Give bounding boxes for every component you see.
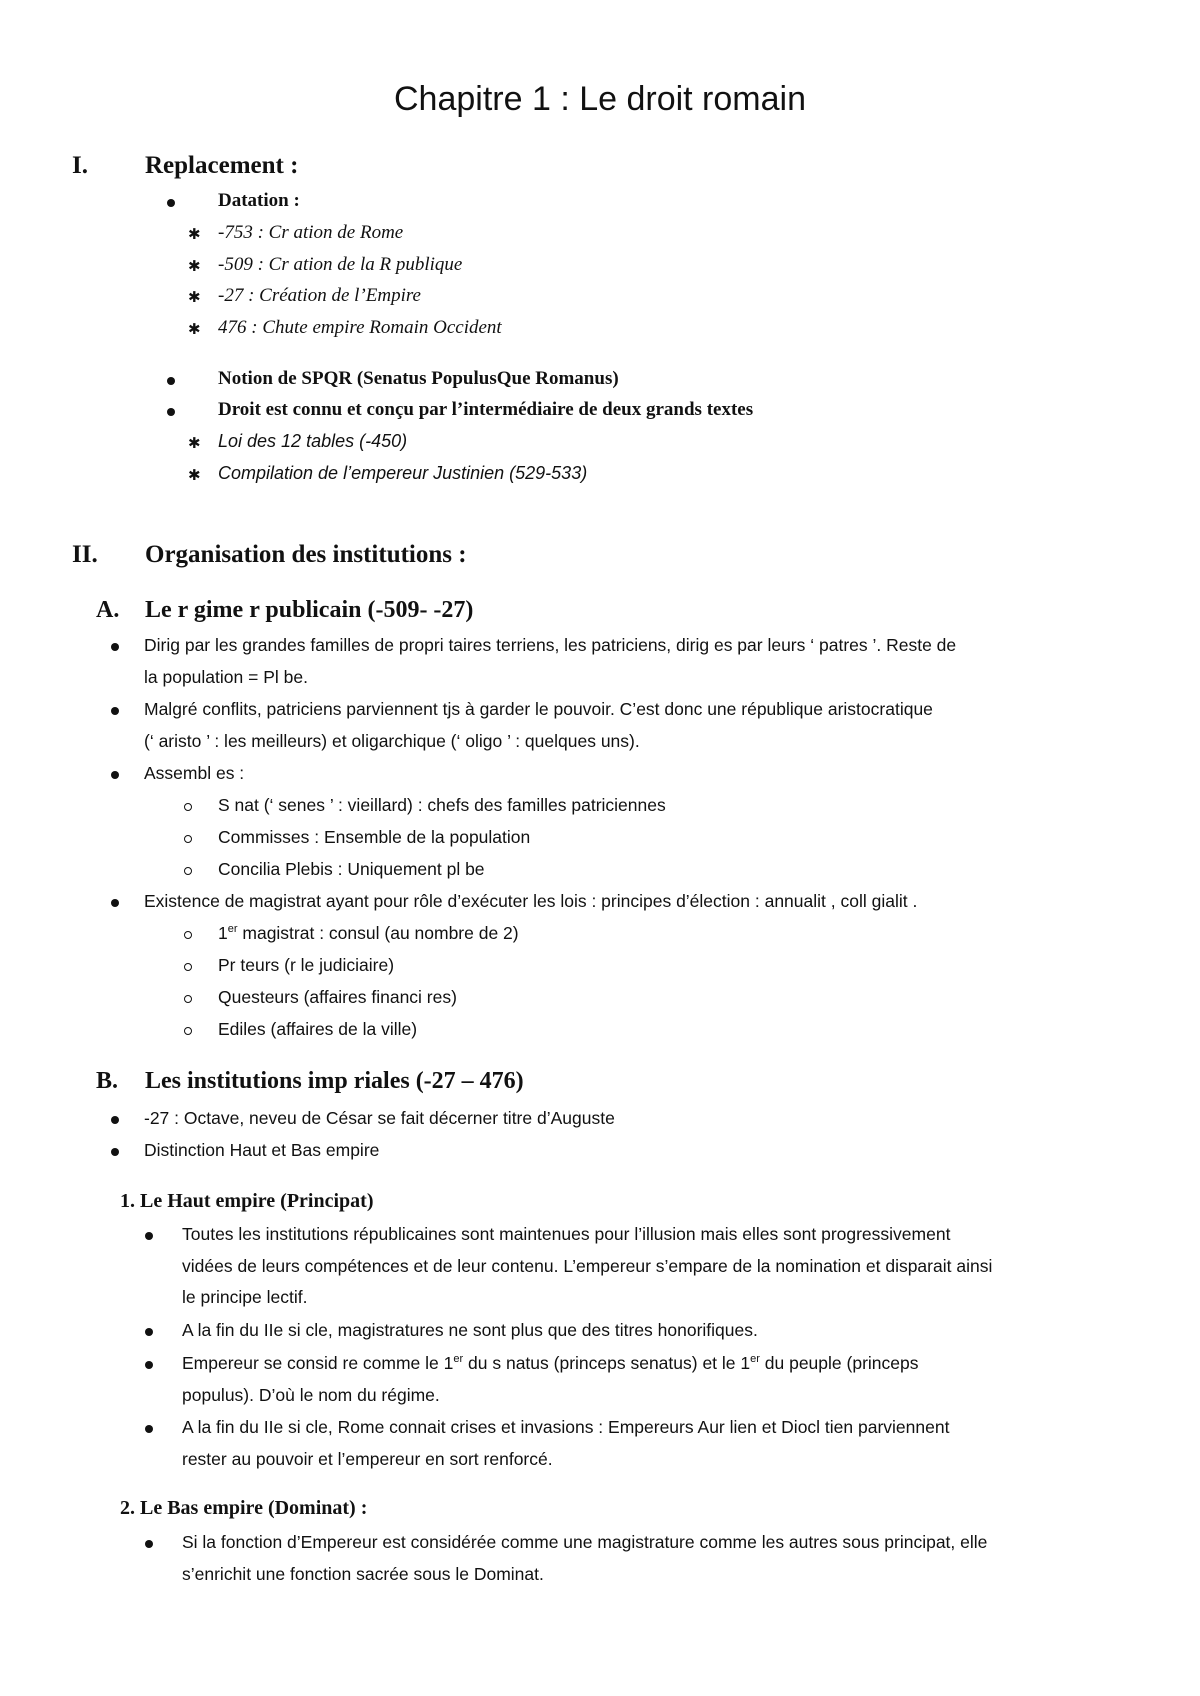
paragraph-line: A la fin du IIe si cle, magistratures ne sont plus que des titres honorifiques. (182, 1320, 758, 1340)
paragraph-line: vidées de leurs compétences et de leur contenu. L’empereur s’empare de la nomination et disparait ainsi (182, 1256, 993, 1276)
circle-bullet-icon (184, 995, 192, 1003)
paragraph-line: populus). D’où le nom du régime. (182, 1385, 440, 1405)
paragraph-line: (‘ aristo ’ : les meilleurs) et oligarchique (‘ oligo ’ : quelques uns). (144, 731, 640, 751)
paragraph-line: la population = Pl be. (144, 667, 308, 687)
bas-empire-heading: 2. Le Bas empire (Dominat) : (120, 1497, 368, 1519)
bullet-icon (145, 1361, 153, 1369)
bullet-icon (145, 1425, 153, 1433)
asterisk-bullet-icon: ✱ (188, 466, 201, 484)
asterisk-bullet-icon: ✱ (188, 320, 201, 338)
bullet-icon (111, 899, 119, 907)
assemblees-label: Assembl es : (144, 763, 245, 783)
section-2-heading: Organisation des institutions : (145, 541, 467, 568)
circle-bullet-icon (184, 867, 192, 875)
asterisk-bullet-icon: ✱ (188, 257, 201, 275)
page-title: Chapitre 1 : Le droit romain (394, 80, 806, 118)
subsection-a-letter: A. (96, 597, 120, 623)
circle-bullet-icon (184, 1027, 192, 1035)
bullet-icon (145, 1540, 153, 1548)
paragraph-line: rester au pouvoir et l’empereur en sort renforcé. (182, 1449, 553, 1469)
assemblee-item: Concilia Plebis : Uniquement pl be (218, 859, 485, 879)
texte-item: Loi des 12 tables (-450) (218, 431, 408, 451)
bullet-icon (167, 408, 175, 416)
bullet-icon (145, 1328, 153, 1336)
circle-bullet-icon (184, 803, 192, 811)
bullet-icon (167, 377, 175, 385)
bullet-icon (111, 707, 119, 715)
subsection-a-heading: Le r gime r publicain (-509- -27) (145, 597, 474, 623)
date-item: -509 : Cr ation de la R publique (218, 254, 463, 275)
bullet-icon (111, 1116, 119, 1124)
magistrat-item: Pr teurs (r le judiciaire) (218, 955, 395, 975)
textes-label: Droit est connu et conçu par l’intermédiaire de deux grands textes (218, 399, 754, 420)
section-1-heading: Replacement : (145, 152, 299, 179)
haut-empire-heading: 1. Le Haut empire (Principat) (120, 1190, 374, 1212)
magistrat-item: Questeurs (affaires financi res) (218, 987, 457, 1007)
circle-bullet-icon (184, 963, 192, 971)
datation-label: Datation : (218, 190, 300, 211)
paragraph-line: A la fin du IIe si cle, Rome connait crises et invasions : Empereurs Aur lien et Diocl tien parviennent (182, 1417, 950, 1437)
date-item: -753 : Cr ation de Rome (218, 222, 404, 243)
asterisk-bullet-icon: ✱ (188, 434, 201, 452)
list-item: Distinction Haut et Bas empire (144, 1140, 380, 1160)
paragraph-line: Dirig par les grandes familles de propri taires terriens, les patriciens, dirig es par leurs ‘ patres ’. Reste de (144, 635, 957, 655)
bullet-icon (145, 1232, 153, 1240)
texte-item: Compilation de l’empereur Justinien (529-533) (218, 463, 588, 483)
paragraph-line: Existence de magistrat ayant pour rôle d’exécuter les lois : principes d’élection : annualit , coll gialit . (144, 891, 918, 911)
magistrat-item: Ediles (affaires de la ville) (218, 1019, 418, 1039)
subsection-b-heading: Les institutions imp riales (-27 – 476) (145, 1068, 524, 1094)
bullet-icon (111, 771, 119, 779)
list-item: -27 : Octave, neveu de César se fait décerner titre d’Auguste (144, 1108, 615, 1128)
paragraph-line: le principe lectif. (182, 1287, 308, 1307)
subsection-b-letter: B. (96, 1068, 119, 1094)
magistrat-item: 1er magistrat : consul (au nombre de 2) (218, 923, 519, 943)
assemblee-item: S nat (‘ senes ’ : vieillard) : chefs des familles patriciennes (218, 795, 666, 815)
spqr-line: Notion de SPQR (Senatus PopulusQue Romanus) (218, 368, 619, 389)
section-1-number: I. (72, 152, 88, 179)
paragraph-line: Malgré conflits, patriciens parviennent tjs à garder le pouvoir. C’est donc une république aristocratique (144, 699, 933, 719)
bullet-icon (111, 1148, 119, 1156)
asterisk-bullet-icon: ✱ (188, 288, 201, 306)
paragraph-line: Si la fonction d’Empereur est considérée comme une magistrature comme les autres sous principat, elle (182, 1532, 988, 1552)
bullet-icon (111, 643, 119, 651)
circle-bullet-icon (184, 931, 192, 939)
bullet-icon (167, 199, 175, 207)
paragraph-line: s’enrichit une fonction sacrée sous le Dominat. (182, 1564, 544, 1584)
section-2-number: II. (72, 541, 98, 568)
date-item: 476 : Chute empire Romain Occident (218, 317, 502, 338)
paragraph-line: Empereur se consid re comme le 1er du s natus (princeps senatus) et le 1er du peuple (princeps (182, 1353, 919, 1373)
asterisk-bullet-icon: ✱ (188, 225, 201, 243)
assemblee-item: Commisses : Ensemble de la population (218, 827, 531, 847)
paragraph-line: Toutes les institutions républicaines sont maintenues pour l’illusion mais elles sont progressivement (182, 1224, 951, 1244)
date-item: -27 : Création de l’Empire (218, 285, 421, 306)
circle-bullet-icon (184, 835, 192, 843)
